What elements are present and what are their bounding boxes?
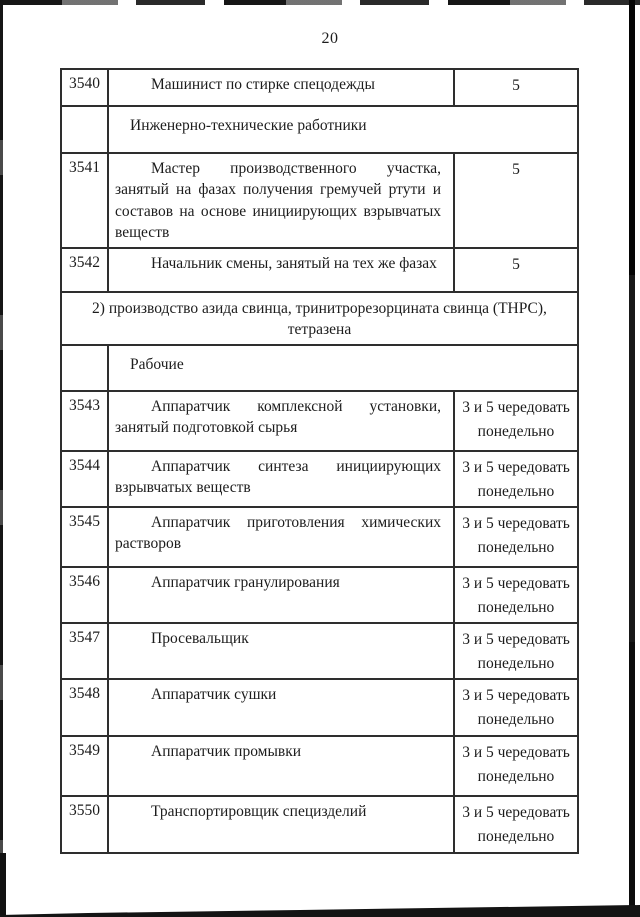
row-id: 3548 [61, 679, 108, 736]
row-title: Мастер производственного участка, занятый на фазах получения гремучей ртути и составов на основе инициирующих взрывчатых веществ [108, 153, 454, 248]
table-row [61, 796, 578, 853]
row-title: Просевальщик [108, 623, 454, 679]
row-value: 3 и 5 чередовать понедельно [454, 391, 578, 451]
row-title: Аппаратчик промывки [108, 736, 454, 796]
scan-artifact-top-edge [0, 0, 640, 5]
row-subheader: Рабочие [108, 345, 578, 391]
row-id: 3545 [61, 507, 108, 567]
row-id: 3549 [61, 736, 108, 796]
page-number: 20 [321, 30, 339, 47]
row-value: 5 [454, 248, 578, 292]
row-value: 3 и 5 чередовать понедельно [454, 623, 578, 679]
row-value: 5 [454, 69, 578, 106]
row-title: Аппаратчик приготовления химических растворов [108, 507, 454, 567]
table-row [61, 623, 578, 679]
row-title: Транспортировщик специзделий [108, 796, 454, 853]
row-id: 3544 [61, 451, 108, 507]
row-id: 3541 [61, 153, 108, 248]
row-value: 3 и 5 чередовать понедельно [454, 507, 578, 567]
row-value: 3 и 5 чередовать понедельно [454, 567, 578, 623]
row-value: 3 и 5 чередовать понедельно [454, 451, 578, 507]
table-body [61, 69, 578, 853]
row-id: 3547 [61, 623, 108, 679]
row-subheader: Инженерно-технические работники [108, 106, 578, 153]
row-id: 3543 [61, 391, 108, 451]
row-value: 5 [454, 153, 578, 248]
table-row [61, 391, 578, 451]
row-id: 3540 [61, 69, 108, 106]
row-title: Машинист по стирке спецодежды [108, 69, 454, 106]
row-title: Аппаратчик синтеза инициирующих взрывчатых веществ [108, 451, 454, 507]
row-title: Аппаратчик гранулирования [108, 567, 454, 623]
row-id-empty [61, 106, 108, 153]
scan-artifact-bottom-edge [0, 904, 640, 917]
table-row [61, 451, 578, 507]
row-value: 3 и 5 чередовать понедельно [454, 796, 578, 853]
row-value: 3 и 5 чередовать понедельно [454, 679, 578, 736]
table-row [61, 679, 578, 736]
row-title: Аппаратчик сушки [108, 679, 454, 736]
table-row [61, 345, 578, 391]
row-title: Аппаратчик комплексной установки, занятый подготовкой сырья [108, 391, 454, 451]
row-id-empty [61, 345, 108, 391]
table-row [61, 736, 578, 796]
table-row [61, 248, 578, 292]
row-id: 3550 [61, 796, 108, 853]
table-row [61, 153, 578, 248]
scan-artifact-left-bottom-edge [0, 853, 6, 917]
table-row [61, 507, 578, 567]
scan-artifact-right-edge [629, 0, 635, 917]
professions-schedule-table [60, 68, 579, 854]
table-row [61, 106, 578, 153]
row-id: 3546 [61, 567, 108, 623]
table-row [61, 567, 578, 623]
row-id: 3542 [61, 248, 108, 292]
table-row [61, 292, 578, 345]
scan-artifact-left-edge [0, 0, 3, 917]
row-value: 3 и 5 чередовать понедельно [454, 736, 578, 796]
table-row [61, 69, 578, 106]
row-section-title: 2) производство азида свинца, тринитрорезорцината свинца (ТНРС), тетразена [61, 292, 578, 345]
row-title: Начальник смены, занятый на тех же фазах [108, 248, 454, 292]
